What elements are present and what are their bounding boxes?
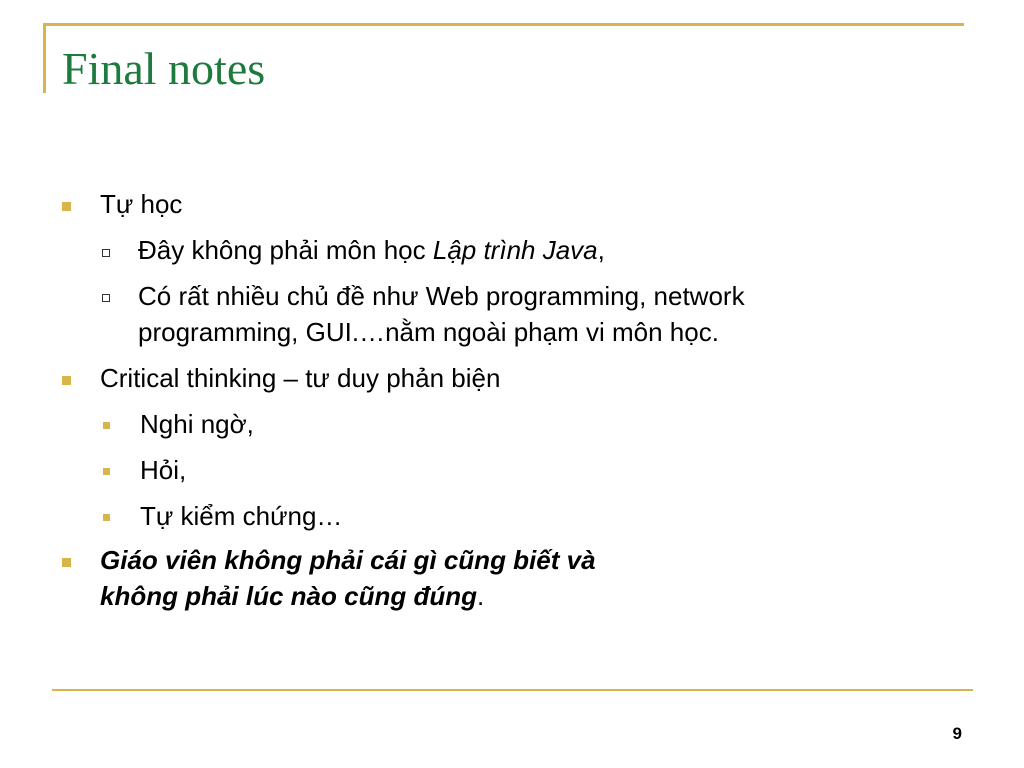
sub-bullet-topics-line1: Có rất nhiều chủ đề như Web programming, network <box>138 281 745 311</box>
bullet-critical-thinking: Critical thinking – tư duy phản biện <box>100 363 501 393</box>
bullet-teacher-line2 <box>100 578 484 614</box>
sub-bullet-not-java-course <box>138 232 605 268</box>
sub-bullet-tail: , <box>597 235 605 265</box>
slide-frame-top-rule <box>43 23 964 26</box>
bullet-self-study: Tự học <box>100 189 183 219</box>
small-square-icon <box>103 468 110 475</box>
sub-bullet-ask: Hỏi, <box>140 455 187 485</box>
small-square-icon <box>103 514 110 521</box>
footer-rule <box>52 689 973 691</box>
teacher-line2-text: không phải lúc nào cũng đúng <box>100 581 477 611</box>
page-number: 9 <box>952 724 962 743</box>
bullet-square-icon <box>62 558 71 567</box>
sub-bullet-doubt: Nghi ngờ, <box>140 409 254 439</box>
small-square-icon <box>103 422 110 429</box>
slide-title: Final notes <box>62 43 266 94</box>
bullet-square-icon <box>62 376 71 385</box>
course-name: Lập trình Java <box>432 235 598 265</box>
bullet-teacher-line1: Giáo viên không phải cái gì cũng biết và <box>100 545 596 575</box>
sub-bullet-topics-line2: programming, GUI.…nằm ngoài phạm vi môn học. <box>138 317 719 347</box>
bullet-square-icon <box>62 202 71 211</box>
sub-bullet-text: Đây không phải môn học <box>138 235 433 265</box>
sub-bullet-verify: Tự kiểm chứng… <box>140 501 343 531</box>
teacher-line2-tail: . <box>476 581 485 611</box>
hollow-square-icon <box>102 294 110 302</box>
slide-frame-left-rule <box>43 23 46 93</box>
hollow-square-icon <box>102 249 110 257</box>
